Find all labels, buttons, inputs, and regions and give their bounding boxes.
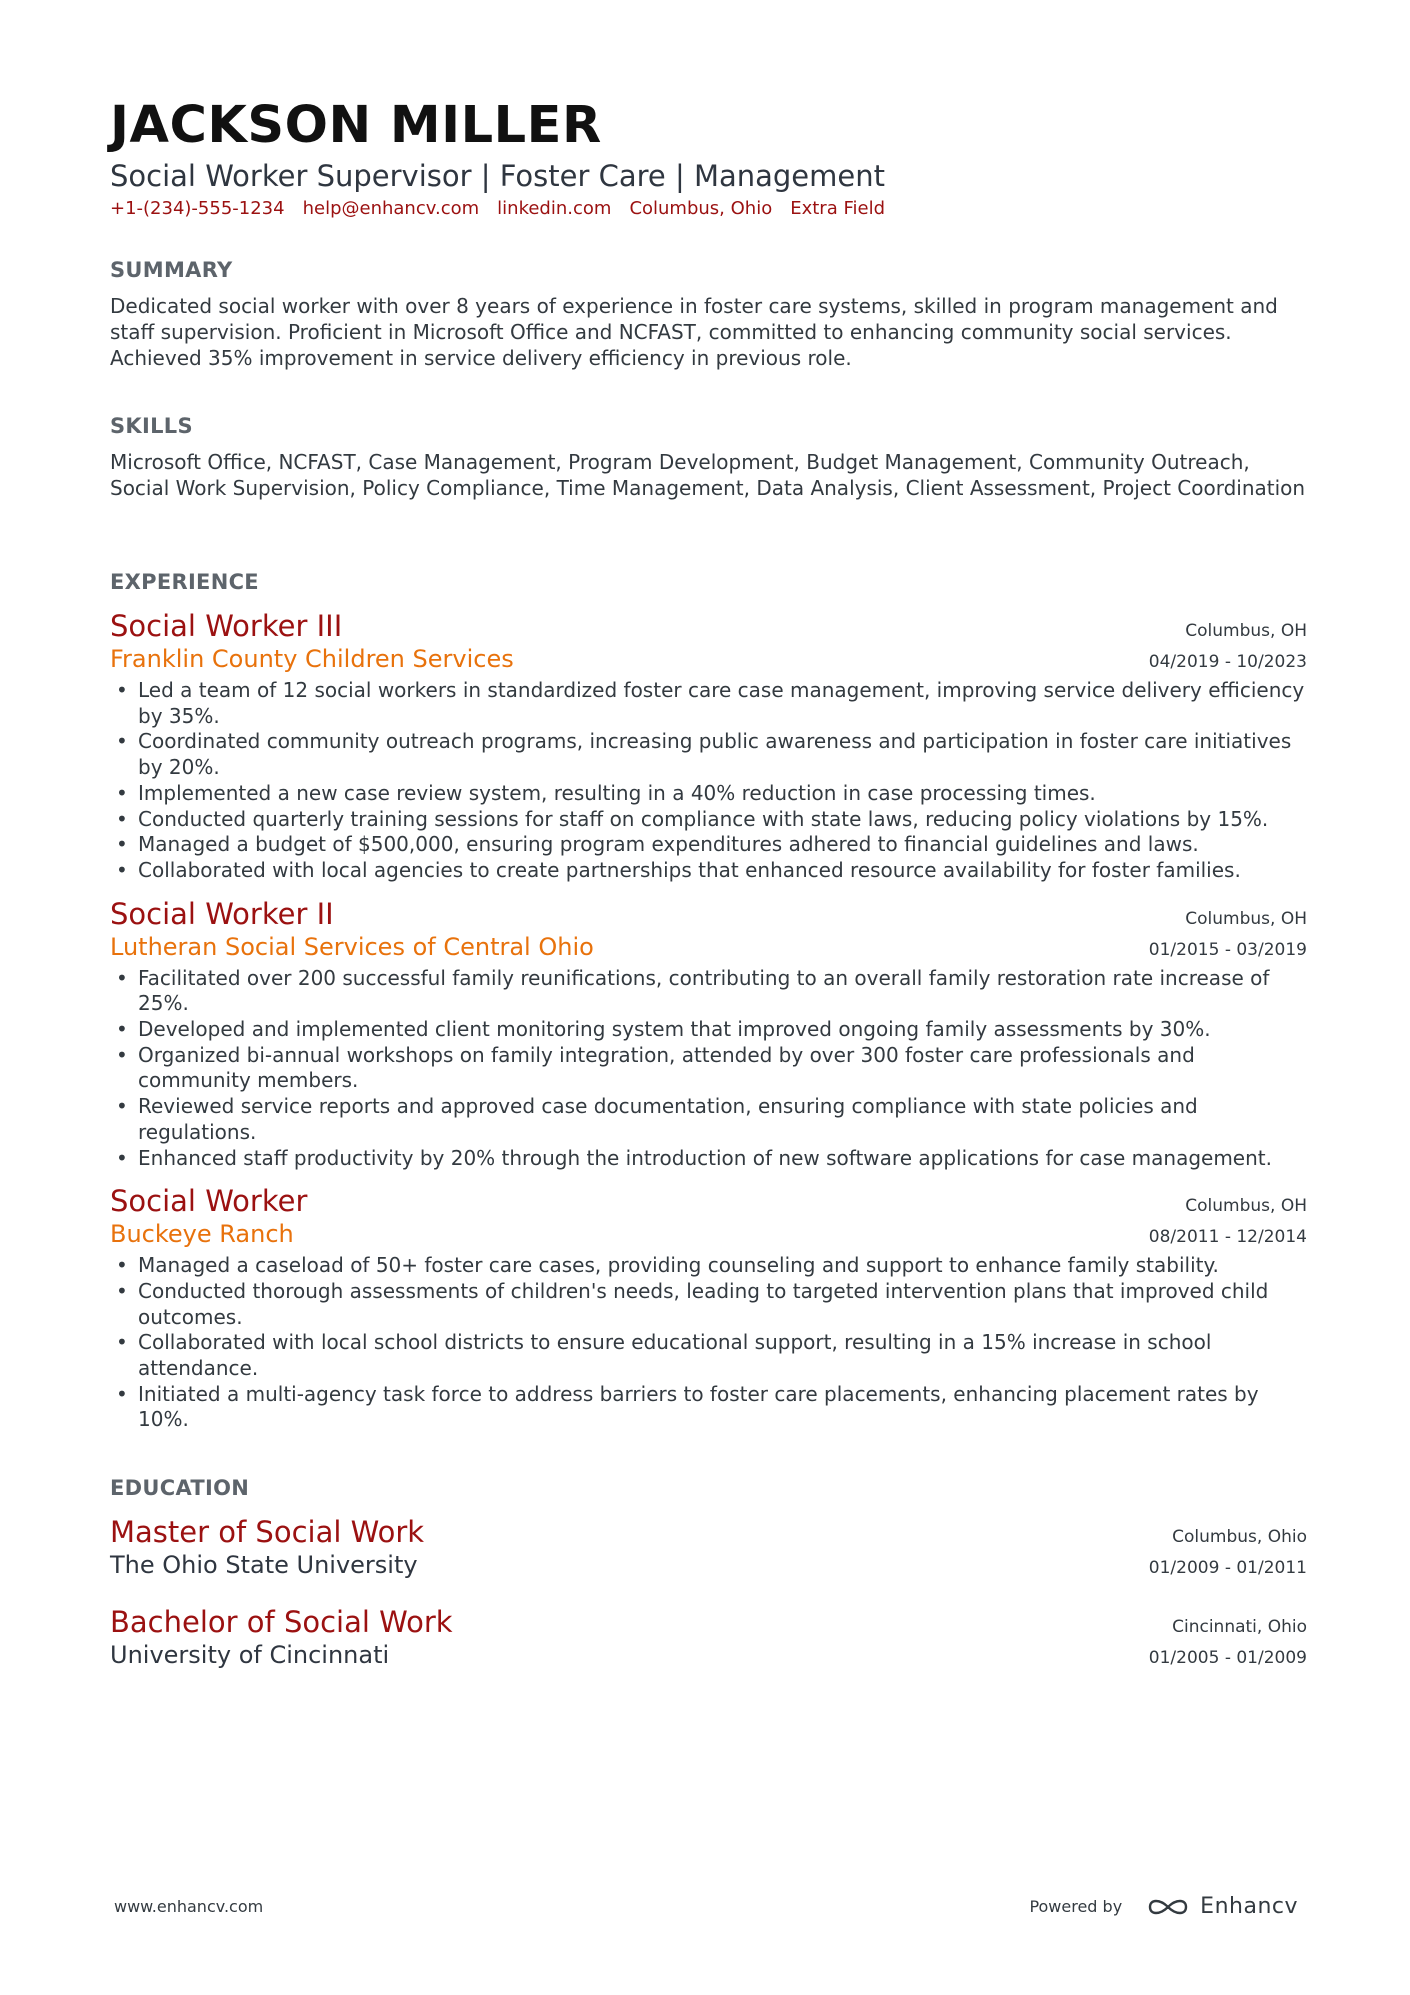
bullet-item: • Initiated a multi-agency task force to address barriers to foster care placements, enhancing placement rates by 10%.	[138, 1382, 1307, 1433]
experience-entry	[110, 1183, 1307, 1433]
bullet-item: • Implemented a new case review system, resulting in a 40% reduction in case processing times.	[138, 781, 1307, 807]
location-text: Columbus, Ohio	[629, 198, 773, 219]
footer-url-link[interactable]: www.enhancv.com	[114, 1897, 264, 1916]
bullet-item: • Managed a caseload of 50+ foster care cases, providing counseling and support to enhance family stability.	[138, 1253, 1307, 1279]
experience-entry	[110, 608, 1307, 884]
bullet-item: • Led a team of 12 social workers in standardized foster care case management, improving service delivery efficiency by 35%.	[138, 678, 1307, 729]
job-dates: 08/2011 - 12/2014	[1148, 1227, 1307, 1248]
job-title: Social Worker	[110, 1184, 308, 1219]
job-dates: 04/2019 - 10/2023	[1148, 652, 1307, 672]
summary-section	[110, 256, 1307, 371]
page-footer	[114, 1894, 1298, 1919]
company-name: Buckeye Ranch	[110, 1220, 294, 1249]
school-location: Columbus, Ohio	[1172, 1527, 1307, 1547]
experience-section	[110, 568, 1307, 1433]
extra-field: Extra Field	[790, 198, 885, 219]
bullet-item: • Conducted thorough assessments of children's needs, leading to targeted intervention plans that improved child outcomes.	[138, 1279, 1307, 1330]
skills-section	[110, 412, 1307, 501]
school-name: The Ohio State University	[110, 1551, 418, 1579]
education-dates: 01/2005 - 01/2009	[1148, 1648, 1307, 1668]
school-name: University of Cincinnati	[110, 1641, 390, 1669]
company-name: Franklin County Children Services	[110, 645, 514, 673]
candidate-name: JACKSON MILLER	[110, 96, 602, 155]
bullet-item: • Facilitated over 200 successful family reunifications, contributing to an overall family restoration rate increase of 25%.	[138, 966, 1307, 1017]
experience-title: EXPERIENCE	[110, 570, 259, 594]
job-location: Columbus, OH	[1185, 1196, 1307, 1217]
skills-text: Microsoft Office, NCFAST, Case Management, Program Development, Budget Management, Community Outreach, Social Work Supervision, Policy Compliance, Time Management, Data Analysis, Client Assessment, Project Coordination	[110, 450, 1306, 500]
experience-entry	[110, 896, 1307, 1172]
company-name: Lutheran Social Services of Central Ohio	[110, 932, 594, 961]
education-entry	[110, 1604, 1307, 1670]
email-link[interactable]: help@enhancv.com	[302, 198, 480, 219]
job-bullets	[110, 678, 1307, 884]
job-location: Columbus, OH	[1185, 621, 1307, 641]
degree-name: Master of Social Work	[110, 1515, 425, 1549]
bullet-item: • Enhanced staff productivity by 20% through the introduction of new software applications for case management.	[138, 1146, 1307, 1172]
job-title: Social Worker III	[110, 609, 343, 643]
powered-by-block	[1029, 1894, 1298, 1919]
enhancv-brand-link[interactable]	[1146, 1894, 1298, 1919]
summary-text: Dedicated social worker with over 8 years of experience in foster care systems, skilled in program management and staff supervision. Proficient in Microsoft Office and NCFAST, committed to enhancing community social services. Achieved 35% improvement in service delivery efficiency in previous role.	[110, 294, 1278, 370]
education-dates: 01/2009 - 01/2011	[1148, 1558, 1307, 1578]
job-location: Columbus, OH	[1185, 908, 1307, 929]
bullet-item: • Reviewed service reports and approved case documentation, ensuring compliance with state policies and regulations.	[138, 1094, 1307, 1145]
job-bullets	[110, 1253, 1307, 1433]
phone-link[interactable]: +1-(234)-555-1234	[110, 198, 285, 219]
school-location: Cincinnati, Ohio	[1172, 1617, 1307, 1637]
education-title: EDUCATION	[110, 1476, 250, 1500]
job-title: Social Worker II	[110, 896, 334, 931]
resume-page	[110, 96, 1307, 222]
enhancv-logo-icon	[1146, 1895, 1190, 1919]
degree-name: Bachelor of Social Work	[110, 1605, 453, 1639]
bullet-item: • Coordinated community outreach programs, increasing public awareness and participation in foster care initiatives by 20%.	[138, 729, 1307, 780]
summary-title: SUMMARY	[110, 258, 233, 282]
bullet-item: • Organized bi-annual workshops on family integration, attended by over 300 foster care professionals and community members.	[138, 1043, 1307, 1094]
skills-title: SKILLS	[110, 414, 193, 438]
job-bullets	[110, 966, 1307, 1172]
bullet-item: • Conducted quarterly training sessions for staff on compliance with state laws, reducing policy violations by 15%.	[138, 807, 1307, 833]
brand-name: Enhancv	[1200, 1894, 1298, 1919]
job-dates: 01/2015 - 03/2019	[1148, 939, 1307, 960]
bullet-item: • Collaborated with local agencies to create partnerships that enhanced resource availability for foster families.	[138, 858, 1307, 884]
education-entry	[110, 1514, 1307, 1580]
candidate-title: Social Worker Supervisor | Foster Care | Management	[110, 159, 885, 193]
bullet-item: • Developed and implemented client monitoring system that improved ongoing family assessments by 30%.	[138, 1017, 1307, 1043]
bullet-item: • Managed a budget of $500,000, ensuring program expenditures adhered to financial guidelines and laws.	[138, 832, 1307, 858]
powered-by-label: Powered by	[1029, 1897, 1123, 1916]
education-section	[110, 1474, 1307, 1670]
linkedin-link[interactable]: linkedin.com	[497, 198, 612, 219]
contact-bar	[110, 196, 1307, 222]
bullet-item: • Collaborated with local school districts to ensure educational support, resulting in a 15% increase in school attendance.	[138, 1330, 1307, 1381]
